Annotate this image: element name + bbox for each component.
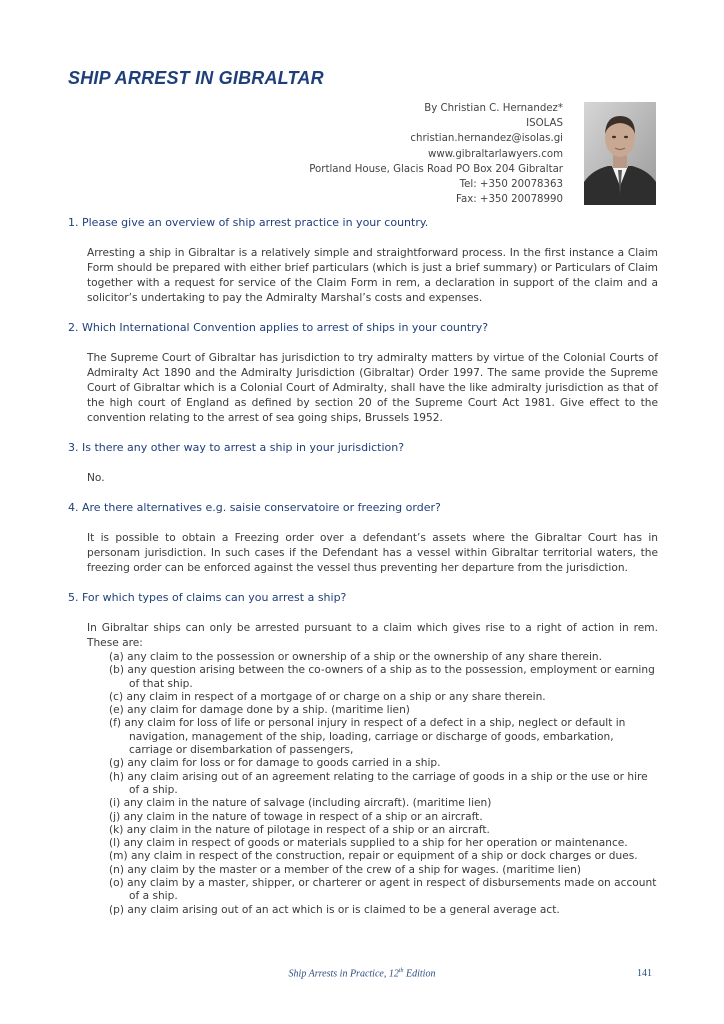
claim-item: (b) any question arising between the co-owners of a ship as to the possession, employment or earning of that ship. bbox=[109, 664, 655, 690]
claim-item: (l) any claim in respect of goods or materials supplied to a ship for her operation or maintenance. bbox=[109, 837, 628, 850]
question-5: 5. For which types of claims can you arrest a ship? bbox=[68, 591, 347, 604]
footer-edition-word: Edition bbox=[403, 968, 436, 980]
claim-item: (h) any claim arising out of an agreement relating to the carriage of goods in a ship or the use or hire of a ship. bbox=[109, 770, 648, 796]
claims-list bbox=[109, 651, 658, 917]
claim-item: (j) any claim in the nature of towage in respect of a ship or an aircraft. bbox=[109, 810, 483, 823]
answer-3-text: No. bbox=[87, 472, 105, 484]
author-website: www.gibraltarlawyers.com bbox=[428, 148, 563, 160]
answer-1 bbox=[87, 246, 658, 306]
page-number: 141 bbox=[637, 968, 652, 979]
question-2: 2. Which International Convention applies to arrest of ships in your country? bbox=[68, 321, 489, 334]
author-byline: By Christian C. Hernandez* bbox=[424, 103, 563, 114]
claim-item: (o) any claim by a master, shipper, or charterer or agent in respect of disbursements made on account of a ship. bbox=[109, 877, 657, 903]
answer-2 bbox=[87, 351, 658, 426]
author-tel: Tel: +350 20078363 bbox=[459, 179, 563, 191]
question-3: 3. Is there any other way to arrest a ship in your jurisdiction? bbox=[68, 441, 405, 454]
claim-item: (f) any claim for loss of life or personal injury in respect of a defect in a ship, neglect or default in navigation, management of the ship, loading, carriage or discharge of goods, embarkation, carriage or disembarkation of passengers, bbox=[109, 717, 626, 757]
claim-item: (n) any claim by the master or a member of the crew of a ship for wages. (maritime lien) bbox=[109, 863, 582, 876]
claim-item: (g) any claim for loss or for damage to goods carried in a ship. bbox=[109, 757, 441, 770]
page-title: SHIP ARREST IN GIBRALTAR bbox=[68, 68, 324, 88]
author-block bbox=[309, 101, 563, 207]
author-fax: Fax: +350 20078990 bbox=[456, 194, 563, 206]
content bbox=[68, 216, 658, 917]
answer-5-text: In Gibraltar ships can only be arrested pursuant to a claim which gives rise to a right of action in rem. These are: bbox=[87, 622, 658, 649]
author-firm: ISOLAS bbox=[526, 118, 563, 130]
claim-item: (i) any claim in the nature of salvage (including aircraft). (maritime lien) bbox=[109, 797, 492, 810]
answer-1-text: Arresting a ship in Gibraltar is a relatively simple and straightforward process. In the first instance a Claim Form should be prepared with either brief particulars (which is just a brief summary) or Particulars of Claim together with a request for service of the Claim Form in rem, a declaration in support of the claim and a solicitor’s undertaking to pay the Admiralty Marshal’s costs and expenses. bbox=[87, 247, 658, 304]
claim-item: (p) any claim arising out of an act which is or is claimed to be a general average act. bbox=[109, 903, 560, 916]
answer-2-text: The Supreme Court of Gibraltar has jurisdiction to try admiralty matters by virtue of the Colonial Courts of Admiralty Act 1890 and the Admiralty Jurisdiction (Gibraltar) Order 1997. The same provide the Supreme Court of Gibraltar which is a Colonial Court of Admiralty, shall have the like admiralty jurisdiction as that of the high court of England as defined by section 20 of the Supreme Court Act 1981. Give effect to the convention relating to the arrest of sea going ships, Brussels 1952. bbox=[87, 352, 658, 424]
answer-3 bbox=[87, 471, 658, 486]
question-4: 4. Are there alternatives e.g. saisie conservatoire or freezing order? bbox=[68, 501, 441, 514]
footer-edition-sup: th bbox=[398, 968, 404, 974]
answer-4 bbox=[87, 531, 658, 576]
author-address: Portland House, Glacis Road PO Box 204 Gibraltar bbox=[309, 163, 563, 175]
answer-5 bbox=[87, 621, 658, 651]
author-email: christian.hernandez@isolas.gi bbox=[410, 133, 563, 145]
footer-book-title bbox=[0, 968, 724, 979]
answer-4-text: It is possible to obtain a Freezing order over a defendant’s assets where the Gibraltar Court has in personam jurisdiction. In such cases if the Defendant has a vessel within Gibraltar territorial waters, the freezing order can be enforced against the vessel thus preventing her departure from the jurisdiction. bbox=[87, 532, 658, 574]
footer-book: Ship Arrests in Practice, 12 bbox=[288, 968, 399, 980]
claim-item: (e) any claim for damage done by a ship. (maritime lien) bbox=[109, 704, 410, 717]
claim-item: (a) any claim to the possession or ownership of a ship or the ownership of any share therein. bbox=[109, 651, 602, 663]
question-1: 1. Please give an overview of ship arrest practice in your country. bbox=[68, 216, 429, 229]
claim-item: (k) any claim in the nature of pilotage in respect of a ship or an aircraft. bbox=[109, 823, 490, 836]
claim-item: (m) any claim in respect of the construction, repair or equipment of a ship or dock charges or dues. bbox=[109, 850, 638, 863]
claim-item: (c) any claim in respect of a mortgage of or charge on a ship or any share therein. bbox=[109, 690, 546, 703]
author-photo bbox=[584, 102, 656, 205]
